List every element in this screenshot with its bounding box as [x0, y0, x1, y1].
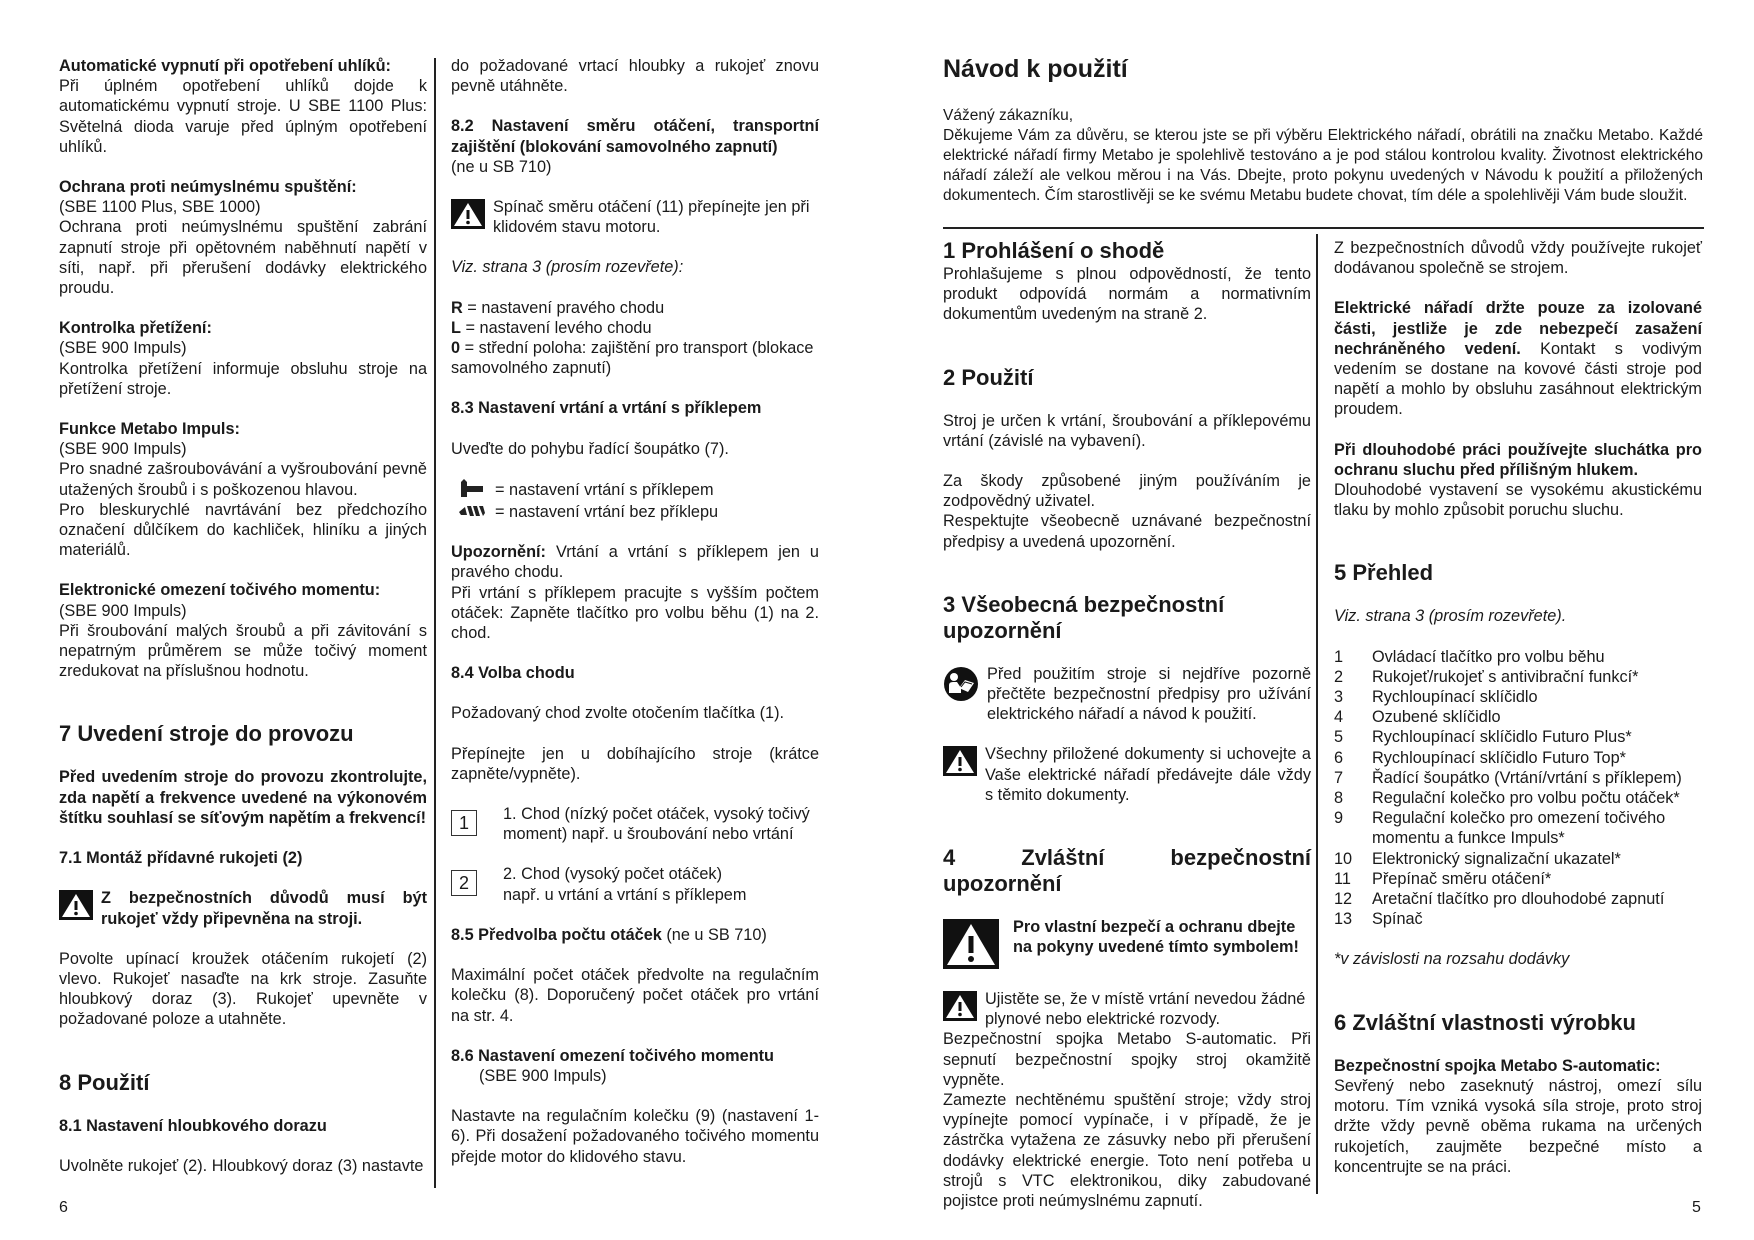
item-number: 1	[1334, 647, 1344, 666]
item-label: Ovládací tlačítko pro volbu běhu	[1372, 647, 1605, 666]
overview-list-item	[1334, 808, 1702, 848]
section-8-2-see-page: Viz. strana 3 (prosím rozevřete):	[451, 258, 684, 277]
overview-list-item	[1334, 727, 1702, 747]
gear-2-row	[451, 864, 819, 904]
section-8-1-heading: 8.1 Nastavení hloubkového dorazu	[59, 1116, 327, 1135]
gear-1-line-2: moment) např. u šroubování nebo vrtání	[503, 825, 794, 844]
setting-text: = nastavení pravého chodu	[462, 298, 665, 317]
section-3-read-text: Před použitím stroje si nejdříve pozorně přečtěte bezpečnostní předpisy pro užívání elektrického nářadí a návod k použití.	[987, 664, 1311, 724]
impuls-heading: Funkce Metabo Impuls:	[59, 420, 240, 439]
section-7-warning: Před uvedením stroje do provozu zkontrolujte, zda napětí a frekvence uvedené na výkonovém štítku souhlasí se síťovým napětím a frekvencí!	[59, 768, 427, 827]
symbol-row-drill	[451, 502, 819, 522]
item-label: Regulační kolečko pro volbu počtu otáček*	[1372, 789, 1680, 808]
section-5-footnote: *v závislosti na rozsahu dodávky	[1334, 950, 1570, 969]
section-8-1-continued: do požadované vrtací hloubky a rukojeť znovu pevně utáhněte.	[451, 57, 819, 96]
section-5-see-page: Viz. strana 3 (prosím rozevřete).	[1334, 607, 1567, 626]
overview-list-item	[1334, 889, 1702, 909]
item-label: Rychloupínací sklíčidlo Futuro Plus*	[1372, 728, 1632, 747]
overload-models: (SBE 900 Impuls)	[59, 339, 187, 358]
auto-off-heading: Automatické vypnutí při opotřebení uhlíků:	[59, 57, 391, 75]
restart-protection-models: (SBE 1100 Plus, SBE 1000)	[59, 198, 261, 217]
section-2-text-3: Respektujte všeobecně uznávané bezpečnostní předpisy a uvedená upozornění.	[943, 512, 1311, 551]
item-label: Aretační tlačítko pro dlouhodobé zapnutí	[1372, 890, 1665, 909]
section-8-3-text: Uveďte do pohybu řadící šoupátko (7).	[451, 439, 729, 458]
insulated-bold: Elektrické nářadí držte pouze za izolované části, jestliže je zde nebezpečí zasažení nechráněného vedení.	[1334, 299, 1702, 358]
item-label: Spínač	[1372, 910, 1423, 929]
gear-1-line-1: 1. Chod (nízký počet otáček, vysoký točivý	[503, 805, 810, 824]
section-8-2-warning-text: Spínač směru otáčení (11) přepínejte jen při klidovém stavu motoru.	[493, 198, 810, 237]
item-number: 8	[1334, 789, 1344, 808]
section-2-text-2: Za škody způsobené jiným používáním je zodpovědný uživatel.	[943, 472, 1311, 511]
section-8-5-note: (ne u SB 710)	[661, 925, 767, 944]
setting-key: R	[451, 298, 463, 317]
greeting: Vážený zákazníku,	[943, 107, 1074, 124]
section-7-1-heading: 7.1 Montáž přídavné rukojeti (2)	[59, 849, 303, 868]
left-page-number: 6	[59, 1199, 68, 1216]
overload-text: Kontrolka přetížení informuje obsluhu stroje na přetížení stroje.	[59, 359, 427, 398]
overview-list-item	[1334, 707, 1702, 727]
intro-text: Děkujeme Vám za důvěru, se kterou jste se při výběru Elektrického nářadí, obrátili na značku Metabo. Každé elektrické nářadí firmy Metabo je spolehlivě testováno a je pod stálou kontrolou kvality. Životnost elektrického nářadí záleží ale velkou měrou i na Vás. Dbejte, proto pokynu uvedených v Návodu k použití a přiložených dokumentech. Čím starostlivěji se ke svému Metabu budete chovat, tím déle a spolehlivěji Vám bude sloužit.	[943, 127, 1703, 204]
section-6-title: 6 Zvláštní vlastnosti výrobku	[1334, 1009, 1636, 1035]
section-8-6-heading: 8.6 Nastavení omezení točivého momentu	[451, 1046, 775, 1065]
direction-setting-0	[451, 338, 819, 378]
overview-list-item	[1334, 909, 1702, 929]
setting-key: L	[451, 318, 461, 337]
warning-triangle-icon	[451, 199, 485, 229]
section-8-3-heading: 8.3 Nastavení vrtání a vrtání s příklepem	[451, 399, 762, 418]
section-8-3-text-2: Při vrtání s příklepem pracujte s vyšším počtem otáček: Zapněte tlačítko pro volbu běhu (1) na 2. chod.	[451, 583, 819, 643]
right-page-number: 5	[1692, 1199, 1701, 1216]
overview-list-item	[1334, 768, 1702, 788]
section-4-big-warning-text: Pro vlastní bezpečí a ochranu dbejte na pokyny uvedené tímto symbolem!	[1013, 918, 1299, 957]
section-8-6-text: Nastavte na regulačním kolečku (9) (nastavení 1-6). Při dosažení požadovaného točivého momentu přejde motor do klidového stavu.	[451, 1107, 819, 1166]
section-8-2-note: (ne u SB 710)	[451, 157, 552, 176]
insulated-parts-paragraph	[1334, 298, 1702, 419]
section-5-title: 5 Přehled	[1334, 560, 1434, 586]
note-text: Vrtání a vrtání s příklepem jen u pravého chodu.	[451, 543, 819, 582]
impuls-text-2: Pro bleskurychlé navrtávání bez předchozího označení důlčíkem do kachliček, hliníku a jiných materiálů.	[59, 500, 427, 560]
section-3-keep-box	[943, 744, 1311, 805]
item-number: 6	[1334, 748, 1344, 767]
item-label: Řadící šoupátko (Vrtání/vrtání s příklepem)	[1372, 768, 1682, 787]
section-1-text: Prohlašujeme s plnou odpovědností, že tento produkt odpovídá normám a normativním dokumentům uvedeným na straně 2.	[943, 265, 1311, 324]
section-4-warning-2-box	[943, 989, 1311, 1029]
item-number: 9	[1334, 809, 1344, 828]
item-label: Rukojeť/rukojeť s antivibrační funkcí*	[1372, 667, 1639, 686]
read-manual-icon	[943, 666, 979, 702]
section-8-title: 8 Použití	[59, 1069, 150, 1095]
impuls-text-1: Pro snadné zašroubovávání a vyšroubování pevně utažených šroubů i s poškozenou hlavou.	[59, 460, 427, 499]
setting-key: 0	[451, 339, 461, 358]
section-4-text-1: Bezpečnostní spojka Metabo S-automatic. Při sepnutí bezpečnostní spojky stroj okamžitě vypněte.	[943, 1030, 1311, 1089]
impuls-models: (SBE 900 Impuls)	[59, 440, 187, 459]
gear-2-line-2: např. u vrtání a vrtání s příklepem	[503, 885, 747, 904]
auto-off-text: Při úplném opotřebení uhlíků dojde k automatickému vypnutí stroje. U SBE 1100 Plus: Světelná dioda varuje před úplným opotřebení uhlíků.	[59, 77, 427, 156]
hammer-icon	[451, 479, 495, 502]
section-4-title: 4 Zvláštní bezpečnostní upozornění	[943, 845, 1311, 897]
item-number: 5	[1334, 728, 1344, 747]
item-number: 4	[1334, 708, 1344, 727]
section-6-subheading: Bezpečnostní spojka Metabo S-automatic:	[1334, 1056, 1661, 1075]
section-8-2-heading: 8.2 Nastavení směru otáčení, transportní zajištění (blokování samovolného zapnutí)	[451, 117, 819, 156]
warning-triangle-icon	[943, 746, 977, 776]
torque-heading: Elektronické omezení točivého momentu:	[59, 581, 381, 600]
overview-list-item	[1334, 869, 1702, 889]
section-8-4-heading: 8.4 Volba chodu	[451, 664, 575, 683]
header-rule	[943, 227, 1704, 229]
item-number: 10	[1334, 849, 1353, 868]
restart-protection-heading: Ochrana proti neúmyslnému spuštění:	[59, 178, 357, 197]
item-number: 13	[1334, 910, 1353, 929]
symbol-row-hammer	[451, 479, 819, 502]
overview-list-item	[1334, 748, 1702, 768]
overview-list-item	[1334, 687, 1702, 707]
section-7-1-warning-text: Z bezpečnostních důvodů musí být rukojeť vždy připevněna na stroji.	[101, 889, 427, 928]
gear-1-box: 1	[451, 810, 477, 836]
setting-text: = střední poloha: zajištění pro transport (blokace samovolného zapnutí)	[451, 339, 814, 378]
note-label: Upozornění:	[451, 543, 546, 562]
section-8-4-text-2: Přepínejte jen u dobíhajícího stroje (krátce zapněte/vypněte).	[451, 744, 819, 783]
item-label: Rychloupínací sklíčidlo Futuro Top*	[1372, 748, 1626, 767]
section-8-4-text-1: Požadovaný chod zvolte otočením tlačítka (1).	[451, 704, 785, 723]
item-number: 3	[1334, 688, 1344, 707]
warning-triangle-large-icon	[943, 919, 999, 969]
restart-protection-text: Ochrana proti neúmyslnému spuštění zabrání zapnutí stroje při opětovném naběhnutí napětí v síti, např. při přerušení dodávky elektrického proudu.	[59, 218, 427, 298]
section-7-1-warning-box	[59, 888, 427, 928]
insulated-text: Kontakt s vodivým vedením se dostane na kovové části stroje pod napětí a mohlo by obsluhu zasáhnout elektrickým proudem.	[1334, 339, 1702, 419]
section-8-5-text: Maximální počet otáček předvolte na regulačním kolečku (8). Doporučený počet otáček pro vrtání na str. 4.	[451, 966, 819, 1025]
item-label: Ozubené sklíčidlo	[1372, 708, 1501, 727]
gear-2-box: 2	[451, 870, 477, 896]
item-number: 2	[1334, 667, 1344, 686]
symbol-hammer-label: = nastavení vrtání s příklepem	[495, 481, 714, 500]
overload-heading: Kontrolka přetížení:	[59, 319, 212, 338]
section-3-read-box	[943, 664, 1311, 725]
section-4-warning-2-text: Ujistěte se, že v místě vrtání nevedou žádné plynové nebo elektrické rozvody.	[985, 990, 1306, 1029]
section-2-title: 2 Použití	[943, 364, 1034, 390]
section-8-5-title: 8.5 Předvolba počtu otáček	[451, 925, 662, 944]
section-6-text: Sevřený nebo zaseknutý nástroj, omezí sílu motoru. Tím vzniká vysoká síla stroje, proto stroj držte vždy pevně oběma rukama na určených rukojetích, zaujměte bezpečné místo a koncentrujte se na práci.	[1334, 1076, 1702, 1176]
section-7-title: 7 Uvedení stroje do provozu	[59, 721, 354, 747]
right-page-column-2	[1334, 238, 1702, 1177]
overview-list	[1334, 647, 1702, 930]
left-page-column-1	[59, 56, 427, 1176]
right-page-header	[943, 54, 1703, 206]
hearing-text: Dlouhodobé vystavení se vysokému akustickému tlaku by mohlo způsobit poruchu sluchu.	[1334, 481, 1702, 520]
overview-list-item	[1334, 667, 1702, 687]
item-label: Elektronický signalizační ukazatel*	[1372, 849, 1621, 868]
section-8-6-models: (SBE 900 Impuls)	[479, 1066, 607, 1085]
hearing-bold: Při dlouhodobé práci používejte sluchátka pro ochranu sluchu před přílišným hlukem.	[1334, 440, 1702, 479]
section-4-big-warning-box	[943, 917, 1311, 969]
right-column-divider	[1316, 234, 1318, 1194]
gear-2-line-1: 2. Chod (vysoký počet otáček)	[503, 865, 722, 884]
direction-setting-r	[451, 298, 819, 318]
section-8-3-note	[451, 542, 819, 582]
overview-list-item	[1334, 788, 1702, 808]
left-page-column-2	[451, 56, 819, 1167]
overview-list-item	[1334, 849, 1702, 869]
section-8-1-text: Uvolněte rukojeť (2). Hloubkový doraz (3) nastavte	[59, 1156, 424, 1175]
handle-text: Z bezpečnostních důvodů vždy používejte rukojeť dodávanou společně se strojem.	[1334, 239, 1702, 278]
section-8-5-heading	[451, 925, 819, 945]
section-3-title: 3 Všeobecná bezpečnostní upozornění	[943, 591, 1225, 643]
warning-triangle-icon	[943, 991, 977, 1021]
gear-1-row	[451, 804, 819, 844]
warning-triangle-icon	[59, 890, 93, 920]
section-7-1-text: Povolte upínací kroužek otáčením rukojetí (2) vlevo. Rukojeť nasaďte na krk stroje. Zasuňte hloubkový doraz (3). Rukojeť upevněte v požadované poloze a utahněte.	[59, 949, 427, 1029]
torque-text: Při šroubování malých šroubů a při závitování s nepatrným průměrem se může točivý moment zredukovat na příslušnou hodnotu.	[59, 621, 427, 681]
section-4-text-2: Zamezte nechtěnému spuštění stroje; vždy stroj vypínejte pomocí vypínače, i v případě, že je zástrčka vytažena ze zásuvky nebo při přerušení dodávky elektrické energie. Toto není potřeba u strojů s VTC elektronikou, diky zabudované pojistce proti neúmyslnému zapnutí.	[943, 1091, 1311, 1211]
item-label: Rychloupínací sklíčidlo	[1372, 688, 1538, 707]
symbol-drill-label: = nastavení vrtání bez příklepu	[495, 503, 719, 522]
setting-text: = nastavení levého chodu	[460, 318, 652, 337]
item-number: 11	[1334, 869, 1351, 888]
direction-setting-l	[451, 318, 819, 338]
left-column-divider	[434, 58, 436, 1188]
right-page-column-1	[943, 238, 1311, 1211]
overview-list-item	[1334, 647, 1702, 667]
section-1-title: 1 Prohlášení o shodě	[943, 238, 1165, 263]
torque-models: (SBE 900 Impuls)	[59, 601, 187, 620]
section-3-keep-text: Všechny přiložené dokumenty si uchovejte a Vaše elektrické nářadí předávejte dále vždy s těmito dokumenty.	[985, 745, 1311, 804]
item-number: 7	[1334, 768, 1344, 787]
section-2-text-1: Stroj je určen k vrtání, šroubování a příklepovému vrtání (závislé na vybavení).	[943, 411, 1311, 450]
item-number: 12	[1334, 890, 1353, 909]
item-label: Regulační kolečko pro omezení točivého momentu a funkce Impuls*	[1372, 809, 1666, 848]
drill-icon	[451, 502, 495, 522]
item-label: Přepínač směru otáčení*	[1372, 869, 1552, 888]
section-8-2-warning-box	[451, 197, 819, 237]
manual-title: Návod k použití	[943, 55, 1128, 83]
